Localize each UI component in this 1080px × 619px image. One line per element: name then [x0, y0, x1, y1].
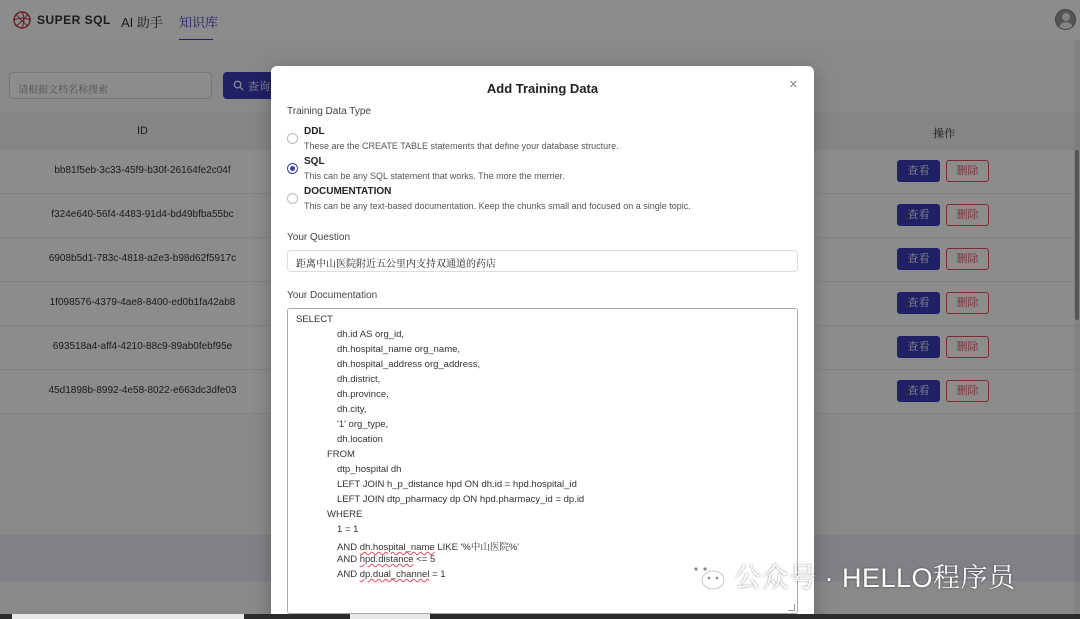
delete-button[interactable]: 删除 — [946, 380, 989, 402]
code-line: dh.district, — [337, 374, 381, 385]
spellcheck-underline: dp.dual_channel — [359, 569, 430, 580]
code-line: dh.hospital_name org_name, — [337, 344, 461, 355]
delete-button[interactable]: 删除 — [946, 292, 989, 314]
code-line: dh.location — [337, 434, 383, 445]
row-id: 45d1898b-8992-4e58-8022-e663dc3dfe03 — [48, 385, 237, 396]
option-sql-desc: This can be any SQL statement that works. The more the merrier. — [304, 171, 565, 181]
code-line: AND dp.dual_channel = 1 — [337, 569, 446, 580]
search-button-label: 查询 — [248, 80, 270, 93]
row-id: 693518a4-aff4-4210-88c9-89ab0febf95e — [52, 341, 233, 352]
option-documentation-desc: This can be any text-based documentation. Keep the chunks small and focused on a single topic. — [304, 201, 691, 211]
view-button[interactable]: 查看 — [897, 160, 940, 182]
delete-button[interactable]: 删除 — [946, 336, 989, 358]
option-ddl-title: DDL — [304, 126, 325, 137]
wechat-icon — [686, 558, 726, 594]
option-documentation-title: DOCUMENTATION — [304, 186, 392, 197]
delete-button[interactable]: 删除 — [946, 204, 989, 226]
spellcheck-underline: hpd.distance — [359, 554, 414, 565]
radio-documentation[interactable] — [287, 193, 298, 204]
code-line: '1' org_type, — [337, 419, 389, 430]
code-line: FROM — [327, 449, 355, 460]
question-label: Your Question — [287, 232, 351, 243]
spellcheck-underline: dh.hospital_name — [359, 542, 435, 553]
code-line: 1 = 1 — [337, 524, 359, 535]
code-line: LEFT JOIN dtp_pharmacy dp ON hpd.pharmacy_id = dp.id — [337, 494, 585, 505]
resize-handle-icon[interactable] — [788, 604, 795, 611]
taskbar-strip — [0, 614, 1080, 619]
watermark-text: 公众号 · HELLO程序员 — [734, 563, 1016, 593]
watermark — [686, 556, 1016, 595]
code-line: LEFT JOIN h_p_distance hpd ON dh.id = hpd.hospital_id — [337, 479, 577, 490]
add-training-data-dialog — [271, 66, 814, 619]
row-id: 1f098576-4379-4ae8-8400-ed0b1fa42ab8 — [49, 297, 236, 308]
radio-sql[interactable] — [287, 163, 298, 174]
option-sql-title: SQL — [304, 156, 325, 167]
view-button[interactable]: 查看 — [897, 292, 940, 314]
row-id: 6908b5d1-783c-4818-a2e3-b98d62f5917c — [48, 253, 237, 264]
code-line: dh.hospital_address org_address, — [337, 359, 481, 370]
dialog-title: Add Training Data — [486, 81, 599, 96]
nav-ai-assistant[interactable]: AI 助手 — [121, 15, 163, 30]
close-icon[interactable]: × — [789, 76, 798, 93]
column-header-actions: 操作 — [933, 128, 955, 140]
delete-button[interactable]: 删除 — [946, 248, 989, 270]
code-line: dh.province, — [337, 389, 389, 400]
scrollbar-thumb[interactable] — [1075, 150, 1079, 320]
radio-ddl[interactable] — [287, 133, 298, 144]
view-button[interactable]: 查看 — [897, 204, 940, 226]
nav-knowledge-base[interactable]: 知识库 — [179, 15, 219, 30]
code-line: AND hpd.distance <= 5 — [337, 554, 436, 565]
code-line: WHERE — [327, 509, 363, 520]
view-button[interactable]: 查看 — [897, 248, 940, 270]
code-line: SELECT — [296, 314, 333, 325]
code-line: dh.id AS org_id, — [337, 329, 405, 340]
code-line: AND dh.hospital_name LIKE '%中山医院%' — [337, 542, 520, 553]
column-header-id: ID — [137, 125, 148, 137]
search-input[interactable]: 请根据文档名称搜索 — [9, 72, 212, 99]
view-button[interactable]: 查看 — [897, 380, 940, 402]
view-button[interactable]: 查看 — [897, 336, 940, 358]
row-id: bb81f5eb-3c33-45f9-b30f-26164fe2c04f — [54, 165, 231, 176]
code-line: dh.city, — [337, 404, 367, 415]
code-line: dtp_hospital dh — [337, 464, 402, 475]
logo-text: SUPER SQL — [37, 13, 111, 27]
scrollbar-track[interactable] — [1074, 40, 1080, 619]
documentation-label: Your Documentation — [287, 290, 378, 301]
question-input[interactable]: 距离中山医院附近五公里内支持双通道的药店 — [287, 250, 798, 272]
option-ddl-desc: These are the CREATE TABLE statements that define your database structure. — [304, 141, 619, 151]
row-id: f324e640-56f4-4483-91d4-bd49bfba55bc — [51, 209, 234, 220]
training-type-label: Training Data Type — [287, 106, 371, 117]
delete-button[interactable]: 删除 — [946, 160, 989, 182]
